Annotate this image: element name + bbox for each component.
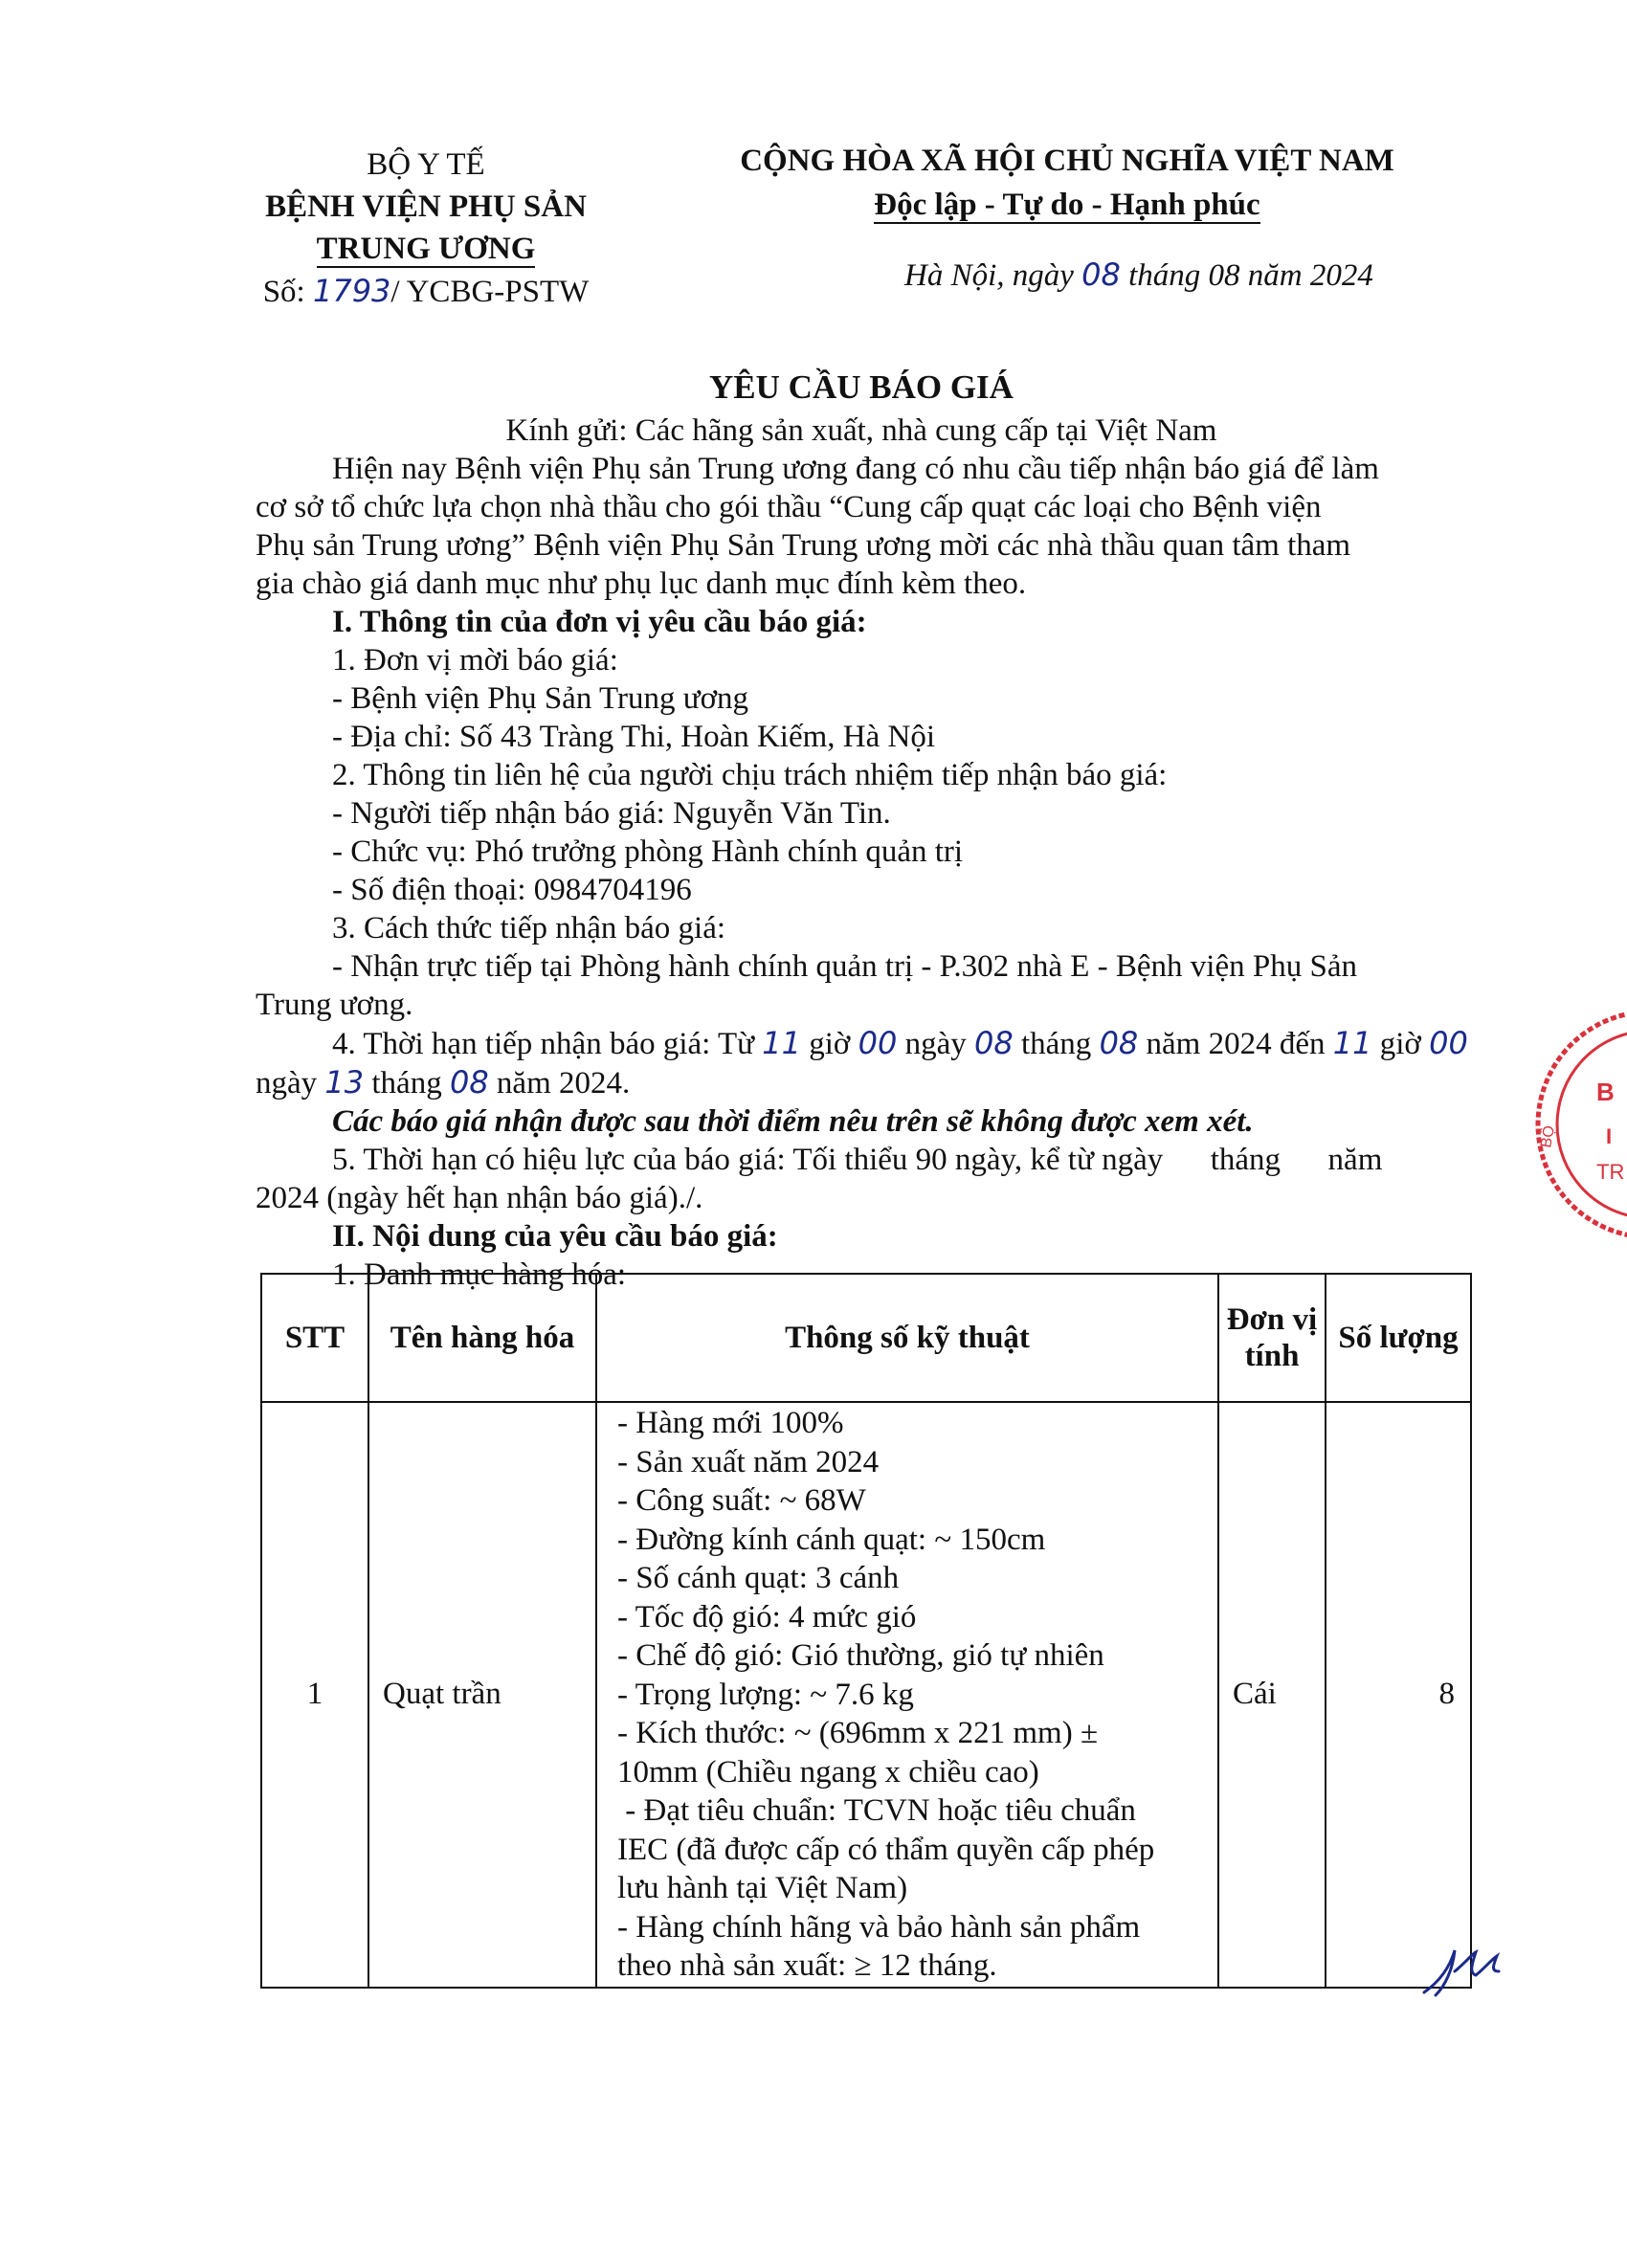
deadline-text: tháng [1020,1027,1092,1061]
cell-name: Quạt trần [368,1402,596,1988]
country-name: CỘNG HÒA XÃ HỘI CHỦ NGHĨA VIỆT NAM [740,144,1394,178]
stamp-letter: I [1606,1124,1613,1148]
ministry-name: BỘ Y TẾ [367,147,485,182]
header-qty: Số lượng [1326,1274,1471,1402]
spec-item: 10mm (Chiều ngang x chiều cao) [617,1754,1039,1790]
late-quote-warning: Các báo giá nhận được sau thời điểm nêu trên sẽ không được xem xét. [332,1104,1254,1139]
handwritten-day: 08 [1081,256,1121,293]
section-1-line: - Nhận trực tiếp tại Phòng hành chính quản trị - P.302 nhà E - Bệnh viện Phụ Sản [332,949,1357,984]
document-title: YÊU CẦU BÁO GIÁ [709,368,1014,406]
spec-item: - Đường kính cánh quạt: ~ 150cm [617,1522,1046,1557]
number-prefix: Số: [262,275,305,309]
handwritten-minute: 00 [1429,1025,1468,1061]
spec-item: theo nhà sản xuất: ≥ 12 tháng. [617,1948,997,1983]
spec-item: - Sản xuất năm 2024 [617,1444,880,1479]
deadline-line-2 [256,1063,1466,1102]
section-1-line: - Bệnh viện Phụ Sản Trung ương [332,681,749,716]
section-1-line: 1. Đơn vị mời báo giá: [332,643,618,678]
spec-item: - Kích thước: ~ (696mm x 221 mm) ± [617,1716,1099,1750]
deadline-text: tháng [371,1066,442,1101]
cell-qty: 8 [1326,1402,1471,1988]
header-name: Tên hàng hóa [368,1274,596,1402]
validity-line-2: 2024 (ngày hết hạn nhận báo giá)./. [256,1181,703,1215]
section-1-line: 2. Thông tin liên hệ của người chịu trách nhiệm tiếp nhận báo giá: [332,758,1168,792]
section-2-heading: II. Nội dung của yêu cầu báo giá: [332,1219,778,1254]
spec-item: - Đạt tiêu chuẩn: TCVN hoặc tiêu chuẩn [617,1793,1136,1828]
deadline-text: ngày [256,1066,318,1101]
spec-item: - Chế độ gió: Gió thường, gió tự nhiên [617,1638,1104,1673]
hospital-name-line2: TRUNG ƯƠNG [316,232,536,266]
cell-spec [596,1402,1218,1988]
table-row [261,1402,1471,1988]
red-seal-stamp [1522,1005,1627,1244]
deadline-text: năm 2024 đến [1146,1027,1326,1061]
section-1-line: - Chức vụ: Phó trưởng phòng Hành chính quản trị [332,834,964,869]
section-1-heading: I. Thông tin của đơn vị yêu cầu báo giá: [332,605,867,639]
section-1-line: - Số điện thoại: 0984704196 [332,873,692,907]
issuer-block [220,144,632,313]
handwritten-month: 08 [449,1064,489,1101]
section-1-line: - Địa chỉ: Số 43 Tràng Thi, Hoàn Kiếm, Hà Nội [332,720,936,754]
stamp-letter: BỘ [1538,1123,1558,1149]
intro-line: Hiện nay Bệnh viện Phụ sản Trung ương đang có nhu cầu tiếp nhận báo giá để làm [332,452,1379,486]
receive-continuation: Trung ương. [256,988,413,1022]
handwritten-hour: 11 [762,1025,802,1061]
spec-item: - Hàng chính hãng và bảo hành sản phẩm [617,1909,1141,1945]
handwritten-number: 1793 [312,273,391,309]
spec-item: IEC (đã được cấp có thẩm quyền cấp phép [617,1832,1155,1867]
handwritten-day: 08 [974,1025,1014,1061]
document-number [220,270,632,313]
goods-list-title: 1. Danh mục hàng hóa: [332,1257,627,1292]
handwritten-hour: 11 [1332,1025,1372,1061]
deadline-text: giờ [1379,1027,1421,1061]
header-spec: Thông số kỹ thuật [596,1274,1218,1402]
stamp-letter: B [1596,1078,1615,1106]
spec-item: - Tốc độ gió: 4 mức gió [617,1599,917,1634]
cell-stt: 1 [261,1402,368,1988]
stamp-letter: TR [1596,1160,1625,1184]
date-line [904,256,1373,294]
national-motto: Độc lập - Tự do - Hạnh phúc [874,188,1260,222]
initials-signature [1416,1943,1503,2000]
spec-list [598,1404,1216,1986]
date-prefix: Hà Nội, ngày [904,258,1074,293]
deadline-text: giờ [809,1027,851,1061]
goods-table [260,1273,1472,1989]
section-1-line: - Người tiếp nhận báo giá: Nguyễn Văn Tin. [332,796,891,831]
handwritten-minute: 00 [858,1025,898,1061]
spec-item: - Số cánh quạt: 3 cánh [617,1561,900,1595]
spec-item: - Công suất: ~ 68W [617,1483,866,1518]
number-suffix: / YCBG-PSTW [390,275,590,309]
intro-line: cơ sở tổ chức lựa chọn nhà thầu cho gói thầu “Cung cấp quạt các loại cho Bệnh viện [256,490,1322,524]
deadline-line [256,1024,1466,1063]
hospital-name-line1: BỆNH VIỆN PHỤ SẢN [265,189,587,224]
header-stt: STT [261,1274,368,1402]
document-body [256,450,1466,1294]
cell-unit: Cái [1218,1402,1326,1988]
intro-line: Phụ sản Trung ương” Bệnh viện Phụ Sản Trung ương mời các nhà thầu quan tâm tham [256,528,1351,563]
intro-line: gia chào giá danh mục như phụ lục danh mục đính kèm theo. [256,567,1027,601]
deadline-text: 4. Thời hạn tiếp nhận báo giá: Từ [332,1027,755,1061]
date-suffix: tháng 08 năm 2024 [1128,258,1373,293]
header-unit: Đơn vị tính [1218,1274,1326,1402]
salutation: Kính gửi: Các hãng sản xuất, nhà cung cấp tại Việt Nam [505,413,1217,448]
validity-line: 5. Thời hạn có hiệu lực của báo giá: Tối thiểu 90 ngày, kể từ ngày tháng năm [332,1143,1383,1177]
handwritten-day: 13 [324,1064,365,1101]
handwritten-month: 08 [1099,1025,1139,1061]
section-1-line: 3. Cách thức tiếp nhận báo giá: [332,911,726,945]
spec-item: lưu hành tại Việt Nam) [617,1871,908,1905]
table-header-row [261,1274,1471,1402]
spec-item: - Trọng lượng: ~ 7.6 kg [617,1677,914,1712]
deadline-text: năm 2024. [496,1066,631,1101]
national-header [727,139,1407,227]
deadline-text: ngày [904,1027,967,1061]
spec-item: - Hàng mới 100% [617,1406,844,1440]
